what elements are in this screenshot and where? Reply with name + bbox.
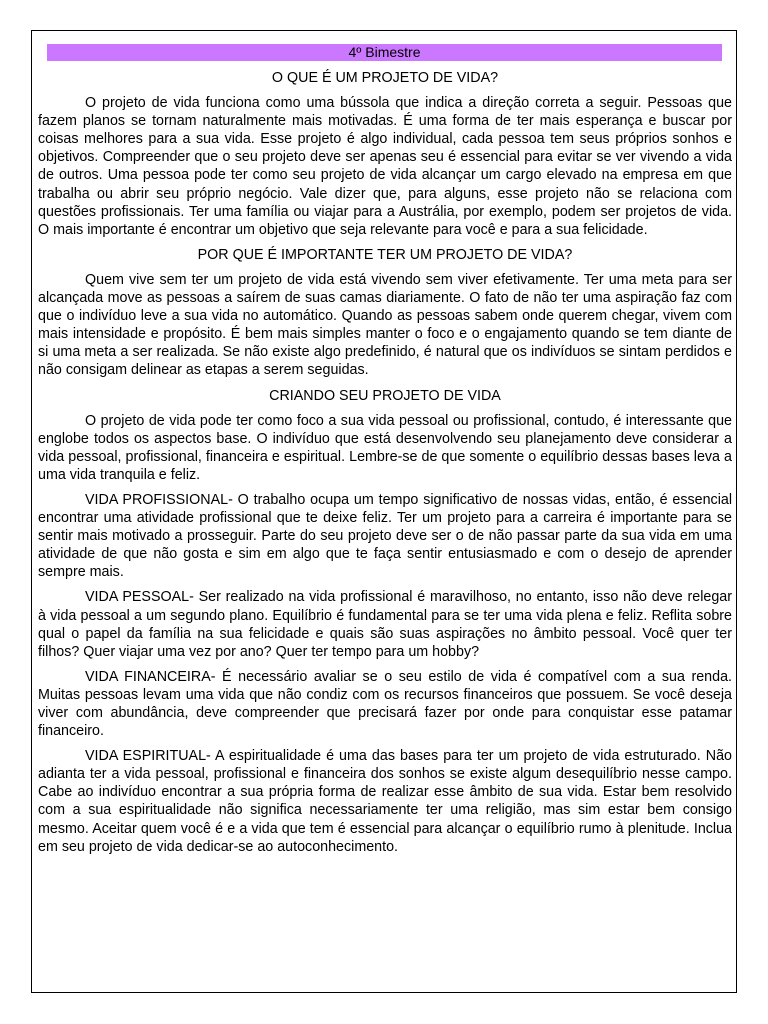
- paragraph-what-is: O projeto de vida funciona como uma bússola que indica a direção correta a seguir. Pessoas que fazem planos se tornam naturalmente mais motivadas. É uma forma de ter mais esperança e buscar por coisas melhores para a sua vida. Esse projeto é algo individual, cada pessoa tem seus próprios sonhos e objetivos. Compreender que o seu projeto deve ser apenas seu é essencial para evitar se ver vivendo a vida de outros. Uma pessoa pode ter como seu projeto de vida alcançar um cargo elevado na empresa em que trabalha ou abrir seu próprio negócio. Vale dizer que, para alguns, esse projeto não se relaciona com questões profissionais. Ter uma família ou viajar para a Austrália, por exemplo, podem ser projetos de vida. O mais importante é encontrar um objetivo que seja relevante para você e para a sua felicidade.: [38, 95, 732, 238]
- section-heading-why-important: POR QUE É IMPORTANTE TER UM PROJETO DE VIDA?: [197, 246, 573, 263]
- section-heading-what-is: O QUE É UM PROJETO DE VIDA?: [271, 70, 499, 86]
- paragraph-spiritual-life: VIDA ESPIRITUAL- A espiritualidade é uma das bases para ter um projeto de vida estruturado. Não adianta ter a vida pessoal, profissional e financeira dos sonhos se existe algum desequilíbrio nesse campo. Cabe ao indivíduo encontrar a sua própria forma de realizar esse âmbito de sua vida. Estar bem resolvido com a sua espiritualidade não significa necessariamente ter uma religião, mas sim estar bem consigo mesmo. Aceitar quem você é e a vida que tem é essencial para alcançar o equilíbrio rumo à plenitude. Inclua em seu projeto de vida dedicar-se ao autoconhecimento.: [38, 748, 732, 855]
- paragraph-personal-life: VIDA PESSOAL- Ser realizado na vida profissional é maravilhoso, no entanto, isso não deve relegar à vida pessoal a um segundo plano. Equilíbrio é fundamental para se ter uma vida plena e feliz. Reflita sobre qual o papel da família na sua felicidade e quais são suas aspirações no âmbito pessoal. Você quer ter filhos? Quer viajar uma vez por ano? Quer ter tempo para um hobby?: [38, 589, 732, 660]
- section-heading-creating: CRIANDO SEU PROJETO DE VIDA: [269, 387, 501, 404]
- document-body: [38, 69, 732, 863]
- page-frame: [31, 30, 737, 993]
- paragraph-financial-life: VIDA FINANCEIRA- É necessário avaliar se o seu estilo de vida é compatível com a sua renda. Muitas pessoas levam uma vida que não condiz com os recursos financeiros que possuem. Se você deseja viver com abundância, deve compreender que precisará fazer por onde para conquistar esse patamar financeiro.: [38, 668, 732, 740]
- paragraph-professional-life: VIDA PROFISSIONAL- O trabalho ocupa um tempo significativo de nossas vidas, então, é essencial encontrar uma atividade profissional que te deixe feliz. Ter um projeto para a carreira é importante para se sentir mais motivado a prosseguir. Parte do seu projeto deve ser o de não passar parte da sua vida em uma atividade de que não gosta e sim em algo que te faça sentir entusiasmado e com o desejo de aprender sempre mais.: [38, 491, 732, 581]
- paragraph-why-important: Quem vive sem ter um projeto de vida está vivendo sem viver efetivamente. Ter uma meta para ser alcançada move as pessoas a saírem de suas camas diariamente. O fato de não ter uma aspiração faz com que o indivíduo leve a sua vida no automático. Quando as pessoas sabem onde querem chegar, vivem com mais intensidade e propósito. É bem mais simples manter o foco e o engajamento quando se tem diante de si uma meta a ser realizada. Se não existe algo predefinido, é natural que os indivíduos se sintam perdidos e não consigam delinear as etapas a serem seguidas.: [38, 271, 732, 379]
- bimester-banner: 4º Bimestre: [47, 44, 722, 61]
- paragraph-creating-intro: O projeto de vida pode ter como foco a sua vida pessoal ou profissional, contudo, é interessante que englobe todos os aspectos base. O indivíduo que está desenvolvendo seu planejamento deve considerar a vida pessoal, profissional, financeira e espiritual. Lembre-se de que somente o equilíbrio dessas bases leva a uma vida tranquila e feliz.: [38, 412, 732, 483]
